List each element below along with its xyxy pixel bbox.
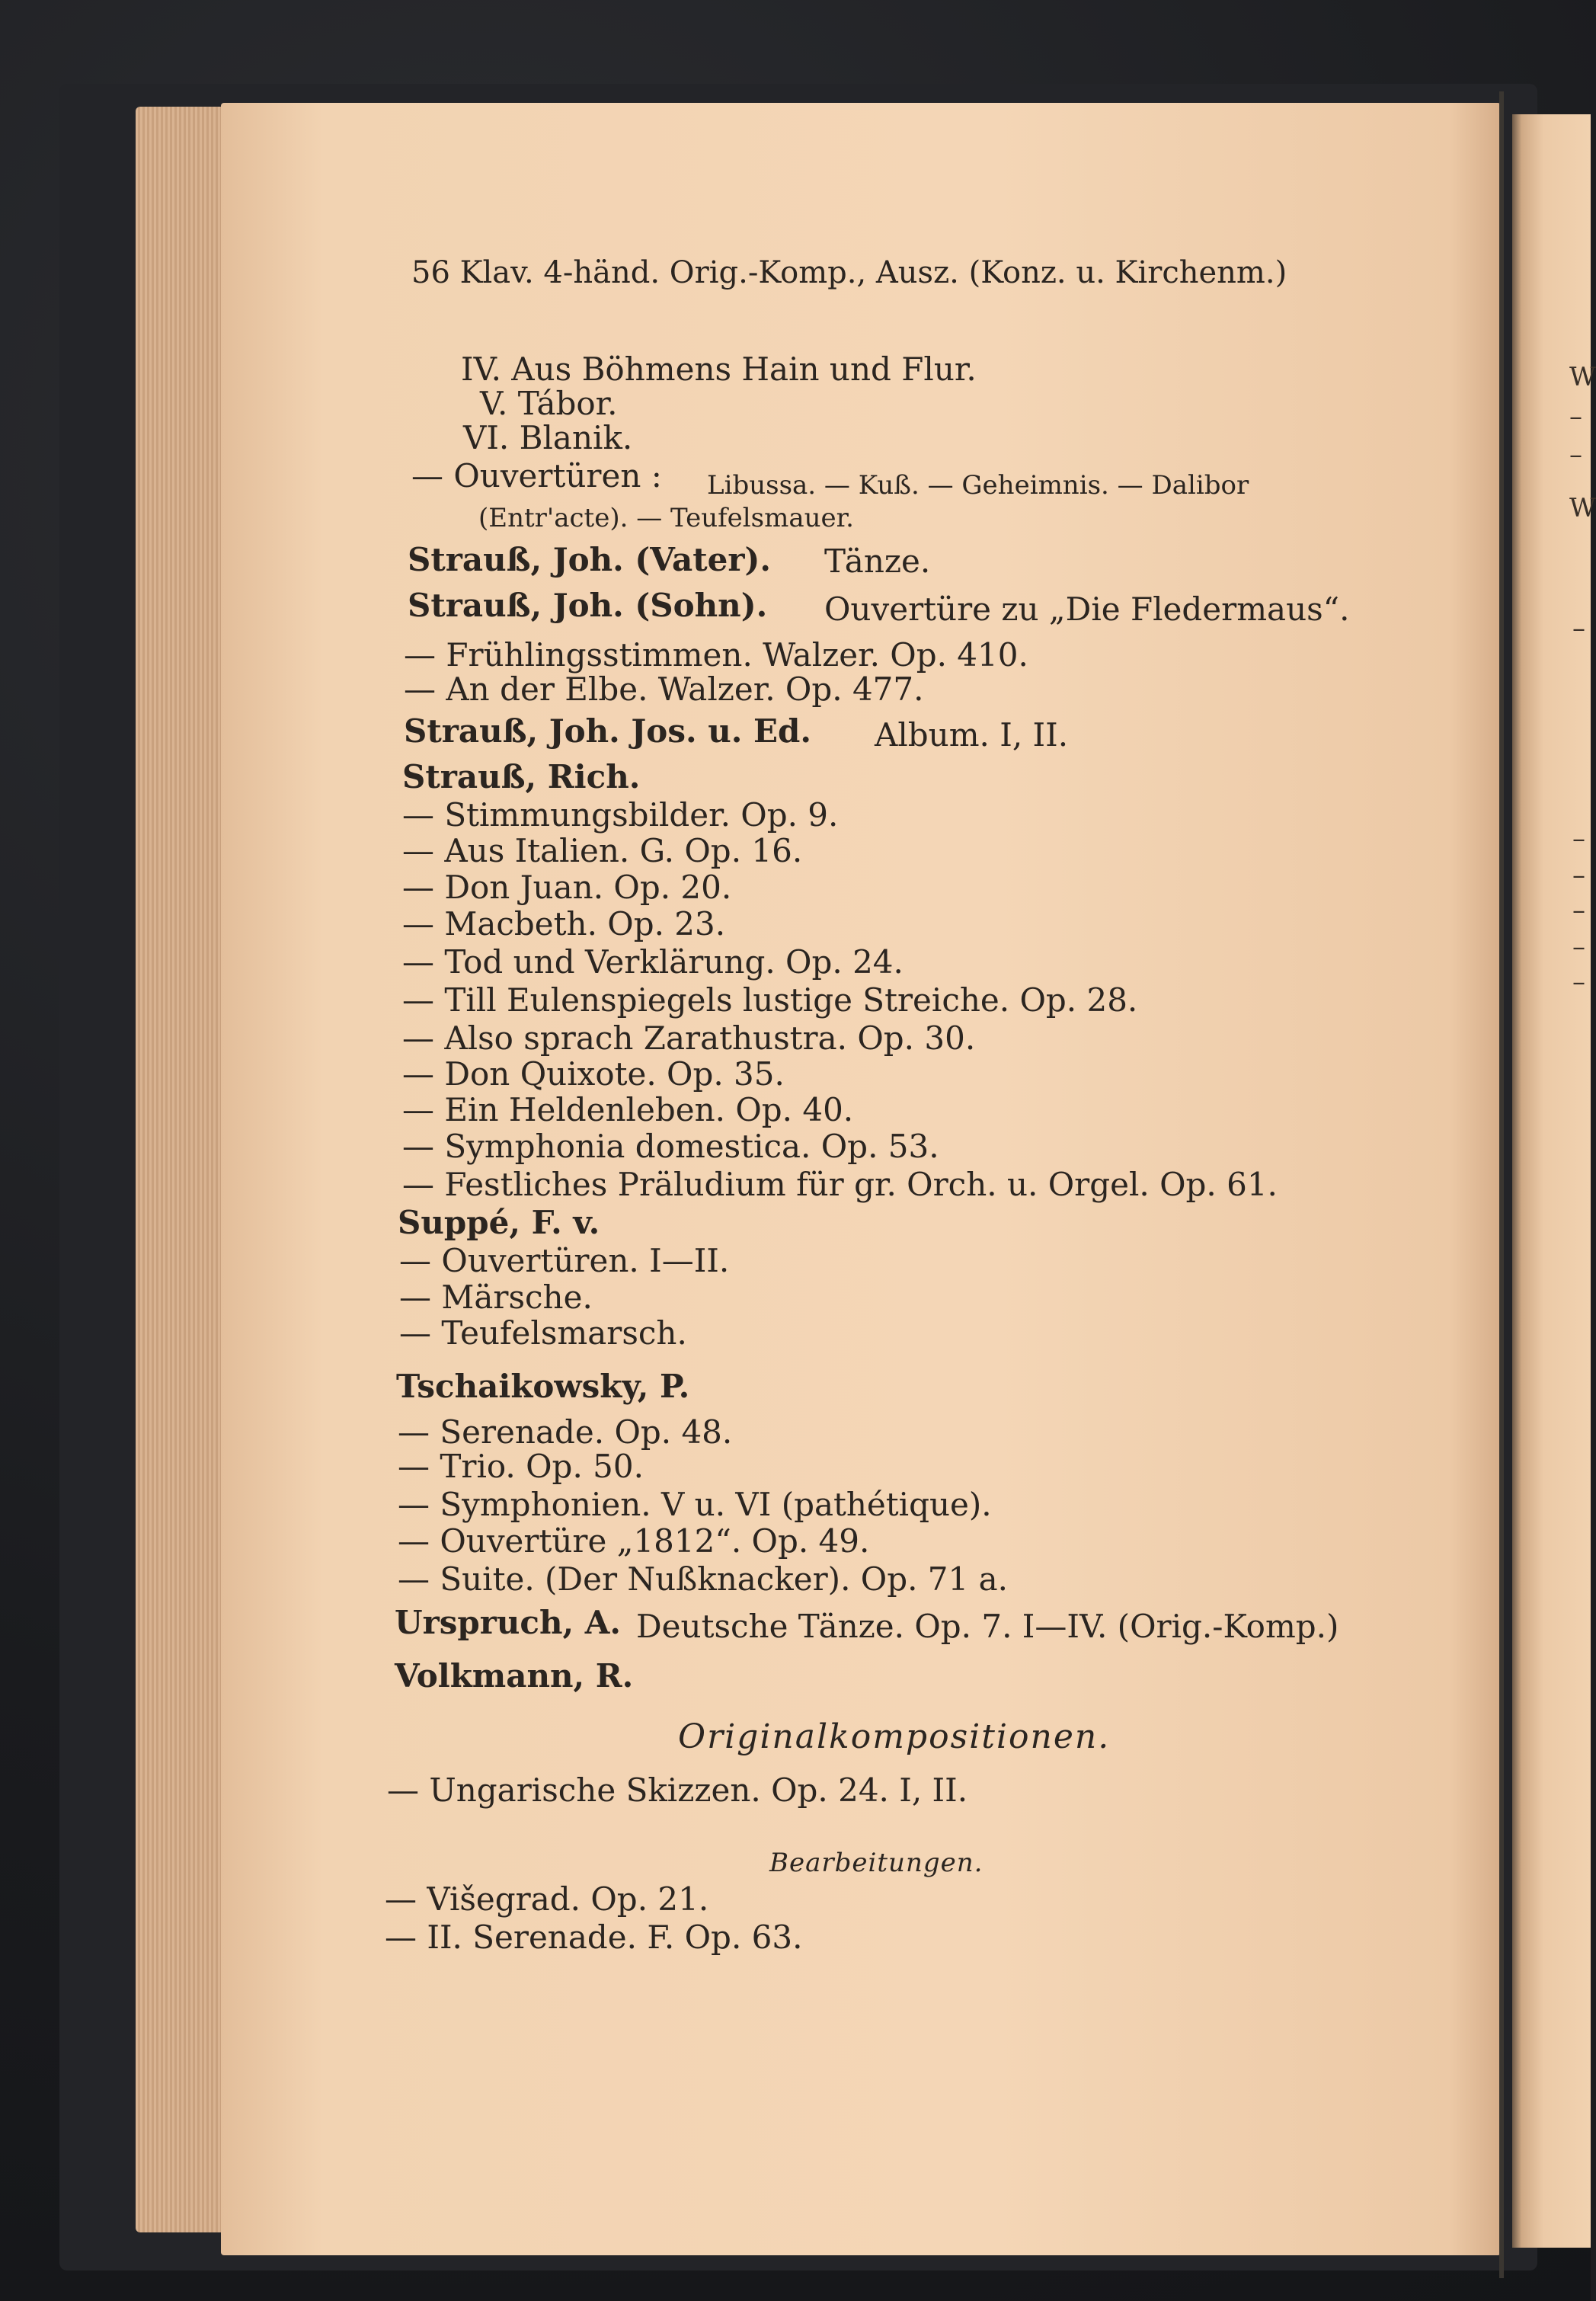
facing-page-edge — [1512, 114, 1591, 2248]
facing-mark: W — [1569, 362, 1596, 392]
composer-name: Suppé, F. v. — [398, 1204, 600, 1241]
catalog-line: — Symphonien. V u. VI (pathétique). — [398, 1486, 992, 1523]
catalog-line: — Ein Heldenleben. Op. 40. — [402, 1091, 854, 1128]
catalog-line: — Don Quixote. Op. 35. — [402, 1055, 785, 1093]
facing-mark: – — [1572, 932, 1585, 962]
section-subheading: Bearbeitungen. — [769, 1848, 984, 1878]
catalog-line: — Frühlingsstimmen. Walzer. Op. 410. — [404, 636, 1028, 674]
composer-name: Urspruch, A. — [395, 1604, 621, 1641]
catalog-line: — Also sprach Zarathustra. Op. 30. — [402, 1019, 976, 1057]
facing-mark: – — [1572, 824, 1585, 854]
catalog-line: Tänze. — [824, 542, 931, 580]
composer-name: Strauß, Joh. (Sohn). — [408, 587, 768, 624]
facing-mark: – — [1572, 967, 1585, 997]
catalog-line: — Stimmungsbilder. Op. 9. — [402, 796, 839, 834]
catalog-line: — Serenade. Op. 48. — [398, 1413, 733, 1451]
catalog-line: — Višegrad. Op. 21. — [385, 1880, 709, 1918]
facing-mark: – — [1572, 860, 1585, 891]
catalog-line: — Don Juan. Op. 20. — [402, 869, 732, 906]
catalog-line: Ouvertüre zu „Die Fledermaus“. — [824, 590, 1350, 628]
facing-mark: – — [1572, 613, 1585, 644]
catalog-line: — Symphonia domestica. Op. 53. — [402, 1128, 939, 1165]
catalog-line: (Entr'acte). — Teufelsmauer. — [478, 503, 854, 533]
composer-name: Strauß, Joh. (Vater). — [408, 541, 771, 578]
catalog-line: Album. I, II. — [875, 716, 1069, 754]
catalog-line: IV. Aus Böhmens Hain und Flur. — [461, 350, 977, 388]
catalog-line: — Aus Italien. G. Op. 16. — [402, 832, 803, 869]
catalog-line: — Ouvertüren : — [411, 457, 662, 494]
catalog-line: — Festliches Präludium für gr. Orch. u. Orgel. Op. 61. — [402, 1166, 1278, 1203]
catalog-line: — Till Eulenspiegels lustige Streiche. Op. 28. — [402, 981, 1138, 1019]
facing-mark: – — [1572, 895, 1585, 926]
catalog-line: — An der Elbe. Walzer. Op. 477. — [404, 670, 924, 708]
section-heading: Originalkompositionen. — [678, 1717, 1111, 1756]
catalog-line: — Tod und Verklärung. Op. 24. — [402, 943, 904, 981]
facing-mark: – — [1569, 402, 1582, 432]
catalog-line: — Teufelsmarsch. — [399, 1314, 687, 1352]
catalog-line: — Ungarische Skizzen. Op. 24. I, II. — [387, 1771, 968, 1809]
catalog-line: Libussa. — Kuß. — Geheimnis. — Dalibor — [707, 470, 1249, 501]
composer-name: Tschaikowsky, P. — [396, 1368, 690, 1405]
catalog-line: — Ouvertüre „1812“. Op. 49. — [398, 1522, 870, 1560]
catalog-line: V. Tábor. — [480, 385, 618, 422]
catalog-line: — II. Serenade. F. Op. 63. — [385, 1919, 803, 1956]
catalog-line: VI. Blanik. — [463, 419, 633, 456]
catalog-line: — Ouvertüren. I—II. — [399, 1242, 730, 1279]
facing-mark: W — [1569, 493, 1596, 523]
running-header: 56 Klav. 4-händ. Orig.-Komp., Ausz. (Konz. u. Kirchenm.) — [411, 255, 1287, 290]
catalog-line: — Trio. Op. 50. — [398, 1448, 644, 1485]
facing-mark: – — [1569, 440, 1582, 470]
composer-name: Strauß, Joh. Jos. u. Ed. — [404, 712, 811, 750]
catalog-line: — Macbeth. Op. 23. — [402, 905, 726, 942]
catalog-line: — Suite. (Der Nußknacker). Op. 71 a. — [398, 1560, 1008, 1598]
catalog-line: — Märsche. — [399, 1279, 593, 1316]
composer-name: Strauß, Rich. — [402, 758, 641, 795]
composer-name: Volkmann, R. — [395, 1657, 634, 1695]
catalog-line: Deutsche Tänze. Op. 7. I—IV. (Orig.-Komp.) — [636, 1608, 1339, 1645]
book-gutter — [1499, 91, 1504, 2278]
